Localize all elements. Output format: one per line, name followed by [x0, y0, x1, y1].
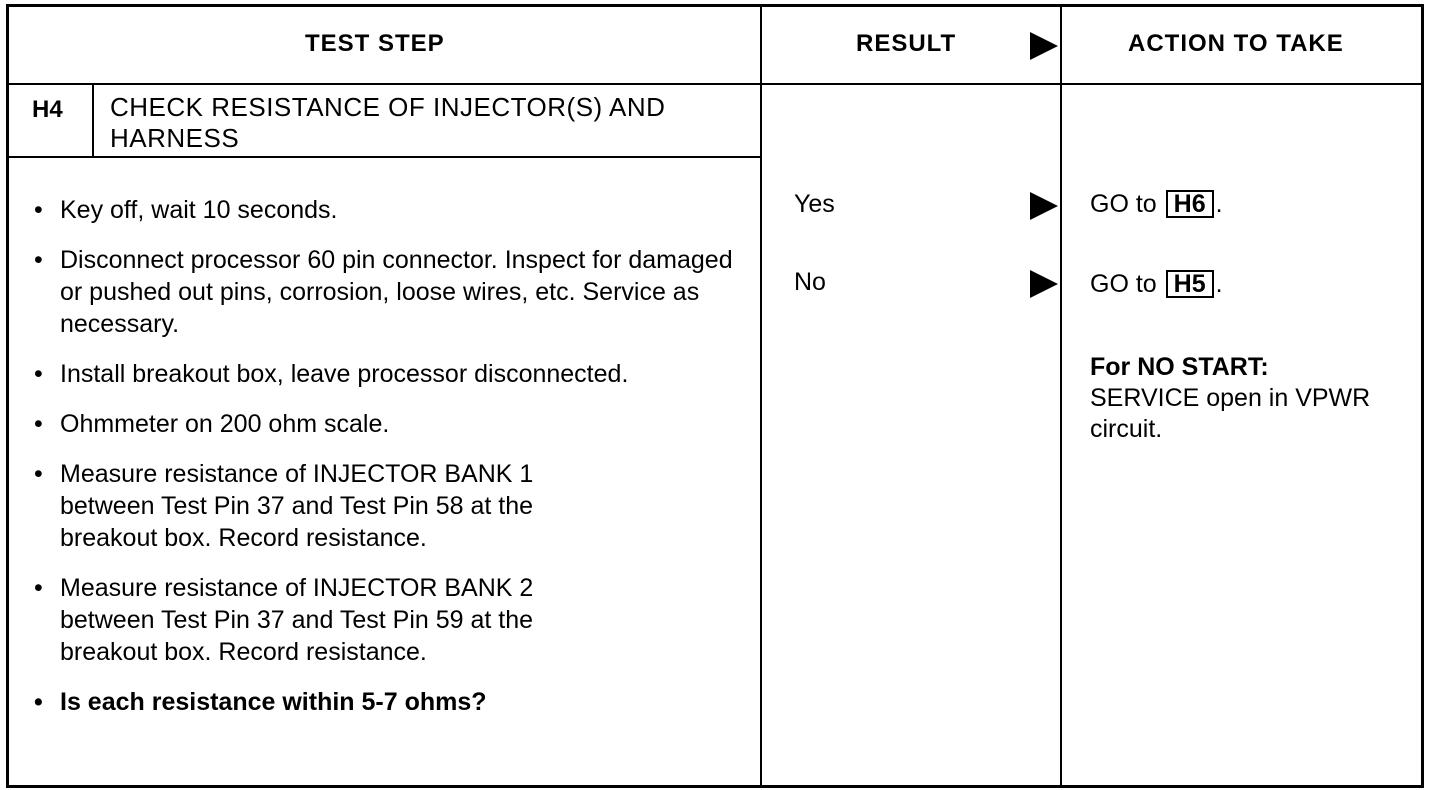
arrow-right-icon [1030, 270, 1058, 298]
list-item [30, 194, 750, 226]
column-divider-result [760, 4, 762, 788]
step-ref-h5: H5 [1166, 270, 1214, 298]
bullet-icon: • [34, 410, 43, 438]
list-item-text: Is each resistance within 5-7 ohms? [60, 688, 487, 716]
bullet-icon: • [34, 196, 43, 224]
list-item [30, 244, 750, 340]
action-text: GO to [1090, 190, 1157, 218]
bullet-icon: • [34, 574, 43, 602]
list-item [30, 458, 620, 554]
action-text: GO to [1090, 270, 1157, 298]
result-no: No [794, 268, 826, 296]
bullet-icon: • [34, 688, 43, 716]
list-item-text: Disconnect processor 60 pin connector. Inspect for damaged or pushed out pins, corrosion, loose wires, etc. Service as necessary. [60, 246, 733, 338]
arrow-right-icon [1030, 192, 1058, 220]
header-test-step: TEST STEP [305, 30, 445, 57]
list-item [30, 408, 750, 440]
list-item [30, 572, 620, 668]
note-heading: For NO START: [1090, 353, 1269, 381]
action-no [1090, 270, 1223, 299]
step-title-divider [6, 156, 762, 158]
bullet-icon: • [34, 460, 43, 488]
bullet-icon: • [34, 246, 43, 274]
note-text: SERVICE open in VPWR circuit. [1090, 384, 1371, 443]
list-item-text: Install breakout box, leave processor disconnected. [60, 360, 629, 388]
arrow-right-icon [1030, 32, 1058, 60]
result-yes: Yes [794, 190, 835, 218]
list-item-text: Key off, wait 10 seconds. [60, 196, 338, 224]
no-start-note [1090, 352, 1400, 445]
step-id: H4 [32, 96, 63, 123]
header-result: RESULT [856, 30, 957, 57]
header-action-to-take: ACTION TO TAKE [1128, 30, 1344, 57]
list-item [30, 358, 750, 390]
list-item-text: Measure resistance of INJECTOR BANK 2 between Test Pin 37 and Test Pin 59 at the breakout box. Record resistance. [60, 574, 534, 666]
list-item-text: Measure resistance of INJECTOR BANK 1 between Test Pin 37 and Test Pin 58 at the breakout box. Record resistance. [60, 460, 534, 552]
test-step-list [30, 194, 750, 736]
step-ref-h6: H6 [1166, 190, 1214, 218]
bullet-icon: • [34, 360, 43, 388]
step-title: CHECK RESISTANCE OF INJECTOR(S) AND HARNESS [110, 92, 666, 153]
list-item [30, 686, 750, 718]
action-suffix: . [1215, 270, 1223, 298]
action-suffix: . [1215, 190, 1223, 218]
column-divider-action [1060, 4, 1062, 788]
list-item-text: Ohmmeter on 200 ohm scale. [60, 410, 390, 438]
header-divider [6, 83, 1424, 85]
step-id-divider [92, 84, 94, 158]
action-yes [1090, 190, 1223, 219]
